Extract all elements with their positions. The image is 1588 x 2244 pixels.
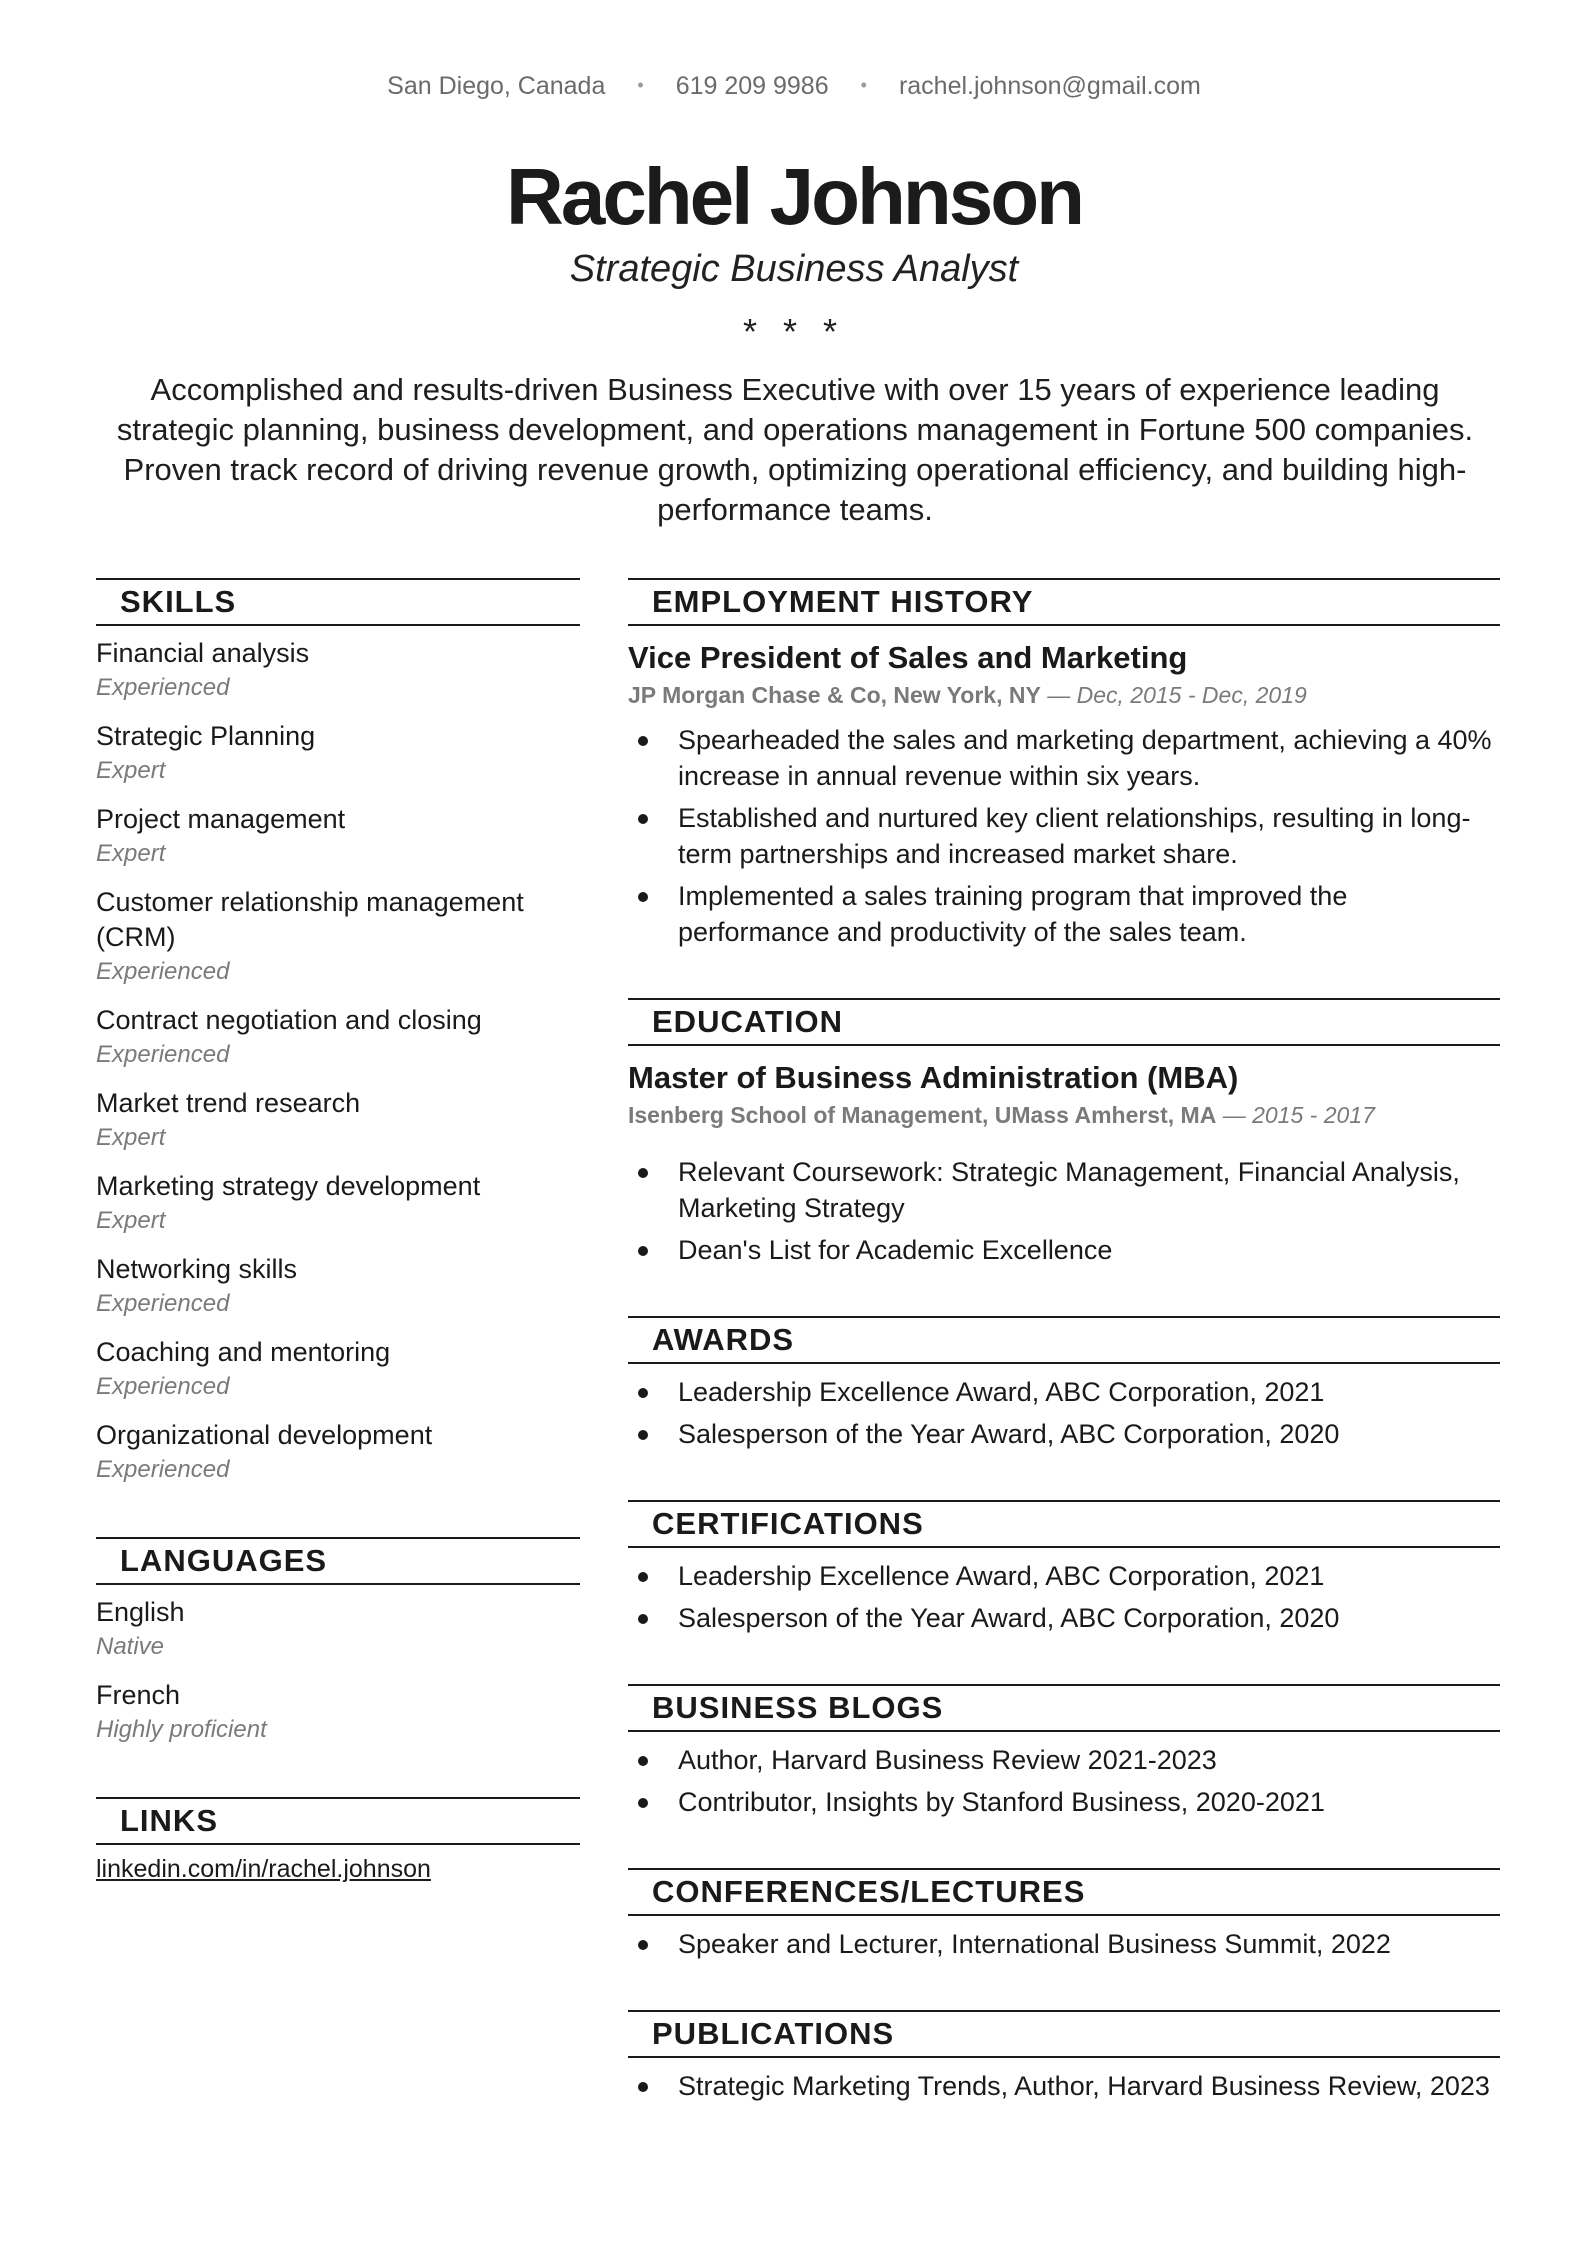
list-item xyxy=(96,719,580,788)
linkedin-link[interactable]: linkedin.com/in/rachel.johnson xyxy=(96,1855,431,1883)
links-section xyxy=(96,1797,580,1884)
job-org: JP Morgan Chase & Co, New York, NY xyxy=(628,682,1041,708)
bullet-item xyxy=(628,2068,1500,2104)
item-level: Experienced xyxy=(96,674,230,701)
bullet-item xyxy=(628,1926,1500,1962)
bullet-text: Dean's List for Academic Excellence xyxy=(678,1235,1113,1265)
left-column xyxy=(96,578,580,1934)
section-heading: EMPLOYMENT HISTORY xyxy=(628,578,1500,626)
bullet-item xyxy=(628,800,1500,872)
item-name: Market trend research xyxy=(96,1088,361,1118)
bullet-dot-icon xyxy=(638,1940,648,1950)
bullet-dot-icon xyxy=(638,2082,648,2092)
list-item xyxy=(96,636,580,705)
item-name: Organizational development xyxy=(96,1420,433,1450)
bullet-item xyxy=(628,1784,1500,1820)
bullet-dot-icon xyxy=(638,1246,648,1256)
item-name: English xyxy=(96,1597,185,1627)
bullet-text: Established and nurtured key client relationships, resulting in long-term partnerships and increased market share. xyxy=(678,803,1471,869)
bullet-dot-icon xyxy=(638,814,648,824)
section-heading: EDUCATION xyxy=(628,998,1500,1046)
school-name: Isenberg School of Management, UMass Amherst, MA xyxy=(628,1102,1217,1128)
job-dates: — Dec, 2015 - Dec, 2019 xyxy=(1047,682,1307,708)
item-level: Expert xyxy=(96,840,166,867)
list-item xyxy=(96,1418,580,1487)
contact-location: San Diego, Canada xyxy=(387,72,606,100)
contact-separator: • xyxy=(637,75,644,95)
conferences-section xyxy=(628,1868,1500,1962)
item-name: Financial analysis xyxy=(96,638,310,668)
job-title: Vice President of Sales and Marketing xyxy=(628,640,1188,675)
bullet-dot-icon xyxy=(638,736,648,746)
contact-bar xyxy=(0,72,1588,101)
bullet-dot-icon xyxy=(638,1614,648,1624)
item-level: Expert xyxy=(96,757,166,784)
section-heading: LINKS xyxy=(96,1797,580,1845)
bullet-dot-icon xyxy=(638,1388,648,1398)
languages-list xyxy=(96,1595,580,1747)
bullet-dot-icon xyxy=(638,1168,648,1178)
degree-title: Master of Business Administration (MBA) xyxy=(628,1060,1239,1095)
job-meta xyxy=(628,678,1500,712)
item-level: Experienced xyxy=(96,958,230,985)
profile-summary: Accomplished and results-driven Business Executive with over 15 years of experience leading strategic planning, business development, and operations management in Fortune 500 companies. Proven track record of driving revenue growth, optimizing operational efficiency, and building high-performance teams. xyxy=(116,372,1474,527)
bullet-dot-icon xyxy=(638,1430,648,1440)
list-item xyxy=(96,1086,580,1155)
candidate-title: Strategic Business Analyst xyxy=(569,248,1019,290)
candidate-name: Rachel Johnson xyxy=(506,152,1082,241)
list-item xyxy=(96,1335,580,1404)
item-level: Experienced xyxy=(96,1290,230,1317)
item-name: Project management xyxy=(96,804,346,834)
blogs-section xyxy=(628,1684,1500,1820)
skills-section xyxy=(96,578,580,1487)
bullet-dot-icon xyxy=(638,1572,648,1582)
list-item xyxy=(96,1595,580,1664)
bullet-text: Strategic Marketing Trends, Author, Harvard Business Review, 2023 xyxy=(678,2071,1490,2101)
item-level: Experienced xyxy=(96,1456,230,1483)
bullet-item xyxy=(628,1154,1500,1226)
bullet-text: Salesperson of the Year Award, ABC Corporation, 2020 xyxy=(678,1603,1340,1633)
contact-phone: 619 209 9986 xyxy=(675,72,829,100)
list-item xyxy=(96,802,580,871)
contact-email[interactable]: rachel.johnson@gmail.com xyxy=(898,72,1201,100)
section-heading: CERTIFICATIONS xyxy=(628,1500,1500,1548)
certifications-bullets xyxy=(628,1558,1500,1636)
item-level: Expert xyxy=(96,1207,166,1234)
item-name: Marketing strategy development xyxy=(96,1171,481,1201)
list-item xyxy=(96,1169,580,1238)
education-meta xyxy=(628,1098,1500,1132)
item-name: Coaching and mentoring xyxy=(96,1337,391,1367)
education-section xyxy=(628,998,1500,1268)
bullet-text: Leadership Excellence Award, ABC Corporation, 2021 xyxy=(678,1377,1325,1407)
bullet-text: Salesperson of the Year Award, ABC Corporation, 2020 xyxy=(678,1419,1340,1449)
bullet-item xyxy=(628,1742,1500,1778)
section-heading: BUSINESS BLOGS xyxy=(628,1684,1500,1732)
employment-section xyxy=(628,578,1500,950)
item-name: Networking skills xyxy=(96,1254,298,1284)
publications-section xyxy=(628,2010,1500,2104)
item-level: Native xyxy=(96,1633,165,1660)
item-level: Highly proficient xyxy=(96,1716,267,1743)
bullet-text: Author, Harvard Business Review 2021-2023 xyxy=(678,1745,1217,1775)
certifications-section xyxy=(628,1500,1500,1636)
conferences-bullets xyxy=(628,1926,1500,1962)
bullet-text: Contributor, Insights by Stanford Business, 2020-2021 xyxy=(678,1787,1325,1817)
list-item xyxy=(96,1252,580,1321)
item-level: Experienced xyxy=(96,1041,230,1068)
list-item xyxy=(96,1678,580,1747)
bullet-text: Relevant Coursework: Strategic Management, Financial Analysis, Marketing Strategy xyxy=(678,1157,1460,1223)
item-name: Strategic Planning xyxy=(96,721,316,751)
bullet-text: Speaker and Lecturer, International Business Summit, 2022 xyxy=(678,1929,1391,1959)
bullet-text: Implemented a sales training program that improved the performance and productivity of the sales team. xyxy=(678,881,1348,947)
section-heading: CONFERENCES/LECTURES xyxy=(628,1868,1500,1916)
bullet-item xyxy=(628,1374,1500,1410)
bullet-item xyxy=(628,1232,1500,1268)
item-name: Customer relationship management (CRM) xyxy=(96,887,524,952)
publications-bullets xyxy=(628,2068,1500,2104)
bullet-dot-icon xyxy=(638,1756,648,1766)
languages-section xyxy=(96,1537,580,1747)
item-level: Expert xyxy=(96,1124,166,1151)
bullet-text: Spearheaded the sales and marketing department, achieving a 40% increase in annual revenue within six years. xyxy=(678,725,1492,791)
bullet-item xyxy=(628,722,1500,794)
header-divider: * * * xyxy=(742,311,846,352)
bullet-item xyxy=(628,1416,1500,1452)
bullet-item xyxy=(628,1558,1500,1594)
item-name: Contract negotiation and closing xyxy=(96,1005,482,1035)
job-bullets xyxy=(628,722,1500,950)
education-bullets xyxy=(628,1154,1500,1268)
bullet-dot-icon xyxy=(638,892,648,902)
skills-list xyxy=(96,636,580,1487)
list-item xyxy=(96,885,580,989)
item-level: Experienced xyxy=(96,1373,230,1400)
section-heading: LANGUAGES xyxy=(96,1537,580,1585)
bullet-dot-icon xyxy=(638,1798,648,1808)
awards-bullets xyxy=(628,1374,1500,1452)
bullet-item xyxy=(628,878,1500,950)
section-heading: SKILLS xyxy=(96,578,580,626)
item-name: French xyxy=(96,1680,181,1710)
education-dates: — 2015 - 2017 xyxy=(1222,1102,1375,1128)
bullet-text: Leadership Excellence Award, ABC Corporation, 2021 xyxy=(678,1561,1325,1591)
contact-separator: • xyxy=(860,75,867,95)
blogs-bullets xyxy=(628,1742,1500,1820)
bullet-item xyxy=(628,1600,1500,1636)
list-item xyxy=(96,1003,580,1072)
section-heading: PUBLICATIONS xyxy=(628,2010,1500,2058)
awards-section xyxy=(628,1316,1500,1452)
section-heading: AWARDS xyxy=(628,1316,1500,1364)
right-column xyxy=(628,578,1500,2152)
